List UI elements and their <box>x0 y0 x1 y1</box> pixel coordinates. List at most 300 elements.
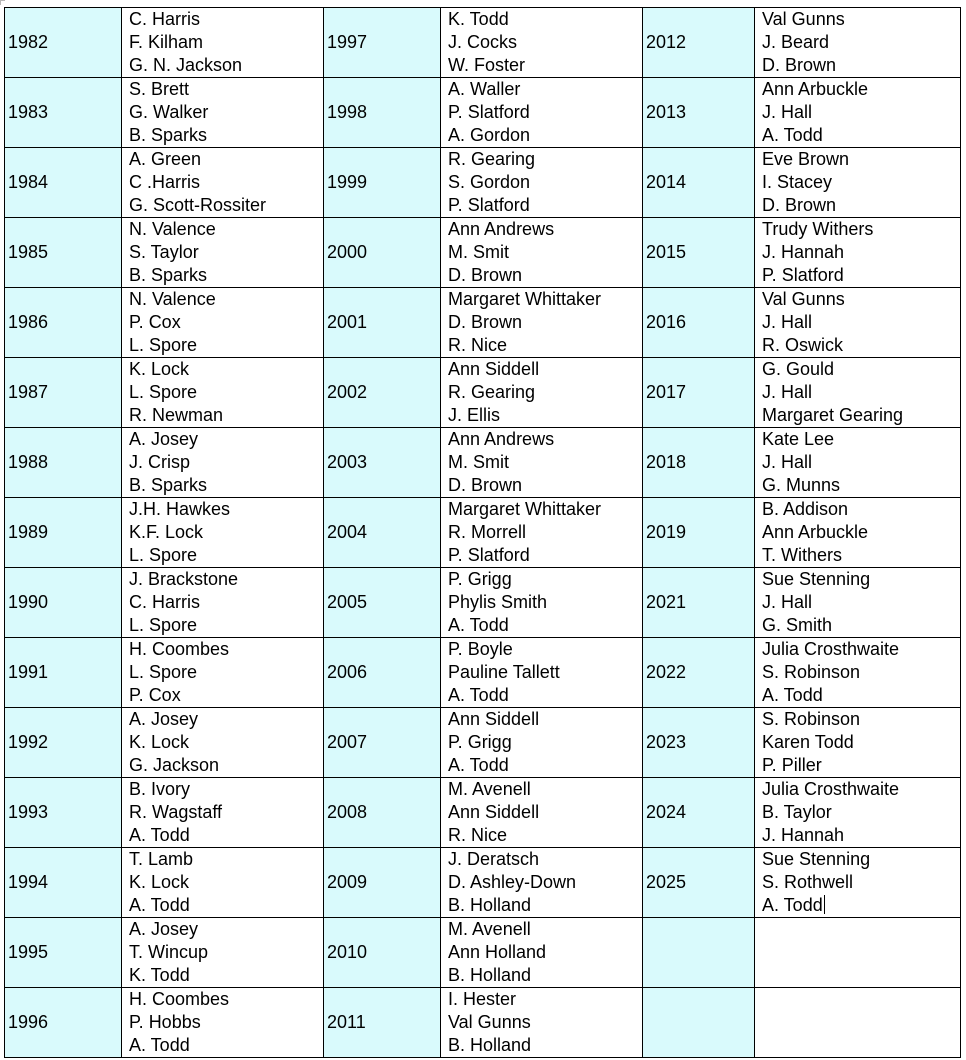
name-line <box>129 778 323 801</box>
name-text: J. Hall <box>762 382 813 402</box>
name-text: R. Morrell <box>448 522 527 542</box>
name-line <box>448 101 642 124</box>
name-line <box>762 264 960 287</box>
name-text: Val Gunns <box>448 1012 531 1032</box>
name-line <box>448 684 642 707</box>
names-cell[interactable] <box>441 428 643 498</box>
name-text: B. Holland <box>448 1035 532 1055</box>
name-text: Val Gunns <box>762 289 845 309</box>
name-line <box>129 708 323 731</box>
name-text: B. Ivory <box>129 779 191 799</box>
name-line <box>448 474 642 497</box>
name-line <box>448 31 642 54</box>
name-text: G. Munns <box>762 475 841 495</box>
name-text: P. Slatford <box>448 545 530 565</box>
names-cell[interactable] <box>122 778 324 848</box>
year-cell[interactable]: 2016 <box>643 288 755 358</box>
names-cell[interactable] <box>755 288 961 358</box>
name-text: T. Wincup <box>129 942 209 962</box>
table-row <box>5 288 961 358</box>
name-line <box>762 8 960 31</box>
name-line <box>448 731 642 754</box>
name-text: P. Hobbs <box>129 1012 201 1032</box>
name-text: J. Brackstone <box>129 569 239 589</box>
name-text: A. Todd <box>448 755 509 775</box>
year-cell[interactable]: 1983 <box>5 78 122 148</box>
name-text: C .Harris <box>129 172 200 192</box>
name-text: A. Todd <box>448 615 509 635</box>
name-line <box>762 334 960 357</box>
year-cell[interactable]: 2006 <box>324 638 441 708</box>
name-text: A. Todd <box>448 685 509 705</box>
name-line <box>129 334 323 357</box>
name-text: A. Gordon <box>448 125 531 145</box>
name-line <box>448 894 642 917</box>
name-line <box>129 218 323 241</box>
name-text: Ann Siddell <box>448 802 540 822</box>
names-cell[interactable] <box>122 988 324 1058</box>
table-row <box>5 218 961 288</box>
names-cell[interactable] <box>755 428 961 498</box>
year-cell[interactable]: 2007 <box>324 708 441 778</box>
name-line <box>762 801 960 824</box>
name-line <box>129 474 323 497</box>
year-cell[interactable]: 1986 <box>5 288 122 358</box>
name-line <box>129 591 323 614</box>
name-text: I. Stacey <box>762 172 833 192</box>
name-line <box>129 638 323 661</box>
names-cell[interactable] <box>755 78 961 148</box>
names-cell[interactable] <box>755 848 961 918</box>
name-text: R. Newman <box>129 405 224 425</box>
name-line <box>762 54 960 77</box>
name-line <box>448 918 642 941</box>
name-text: Ann Siddell <box>448 359 540 379</box>
name-text: Pauline Tallett <box>448 662 560 682</box>
name-line <box>762 241 960 264</box>
year-cell[interactable]: 1999 <box>324 148 441 218</box>
name-line <box>762 498 960 521</box>
table-row <box>5 988 961 1058</box>
name-line <box>762 544 960 567</box>
name-text: B. Holland <box>448 895 532 915</box>
name-line <box>448 124 642 147</box>
name-text: D. Brown <box>448 265 523 285</box>
name-line <box>129 428 323 451</box>
year-cell[interactable]: 1987 <box>5 358 122 428</box>
name-line <box>762 404 960 427</box>
name-line <box>448 661 642 684</box>
name-line <box>448 451 642 474</box>
name-text: Val Gunns <box>762 9 845 29</box>
name-text: F. Kilham <box>129 32 204 52</box>
name-line <box>762 311 960 334</box>
name-line <box>129 54 323 77</box>
name-text: S. Brett <box>129 79 190 99</box>
name-line <box>762 661 960 684</box>
names-cell[interactable] <box>122 288 324 358</box>
names-cell[interactable] <box>122 148 324 218</box>
names-cell[interactable] <box>755 148 961 218</box>
name-text: T. Withers <box>762 545 843 565</box>
name-text: J. Hannah <box>762 242 845 262</box>
names-cell[interactable] <box>441 988 643 1058</box>
name-line <box>448 941 642 964</box>
name-text: K. Todd <box>129 965 190 985</box>
name-line <box>762 591 960 614</box>
table-row <box>5 428 961 498</box>
name-text: D. Brown <box>762 55 837 75</box>
name-text: R. Wagstaff <box>129 802 223 822</box>
name-text: D. Brown <box>448 312 523 332</box>
name-text: R. Nice <box>448 825 508 845</box>
name-text: Margaret Whittaker <box>448 499 602 519</box>
year-cell[interactable]: 2014 <box>643 148 755 218</box>
name-text: R. Gearing <box>448 382 536 402</box>
names-cell[interactable] <box>122 708 324 778</box>
name-text: C. Harris <box>129 9 200 29</box>
year-cell[interactable]: 1990 <box>5 568 122 638</box>
name-text: L. Spore <box>129 615 198 635</box>
name-text: H. Coombes <box>129 639 230 659</box>
names-cell[interactable] <box>441 918 643 988</box>
name-text: D. Brown <box>762 195 837 215</box>
table-row <box>5 8 961 78</box>
name-text: L. Spore <box>129 545 198 565</box>
name-line <box>129 358 323 381</box>
name-line <box>129 824 323 847</box>
names-cell[interactable] <box>122 918 324 988</box>
year-cell[interactable]: 2008 <box>324 778 441 848</box>
name-line <box>129 661 323 684</box>
name-line <box>762 708 960 731</box>
name-line <box>129 194 323 217</box>
names-cell[interactable] <box>122 848 324 918</box>
name-text: H. Coombes <box>129 989 230 1009</box>
table-row <box>5 918 961 988</box>
name-line <box>129 801 323 824</box>
names-cell[interactable] <box>122 218 324 288</box>
name-text: K. Todd <box>448 9 509 29</box>
table-row <box>5 78 961 148</box>
name-line <box>129 404 323 427</box>
name-text: Sue Stenning <box>762 849 871 869</box>
name-line <box>762 31 960 54</box>
year-cell[interactable]: 2017 <box>643 358 755 428</box>
name-line <box>129 918 323 941</box>
year-cell[interactable]: 2021 <box>643 568 755 638</box>
year-cell[interactable]: 1995 <box>5 918 122 988</box>
table-row <box>5 638 961 708</box>
names-cell[interactable] <box>441 8 643 78</box>
year-cell[interactable]: 2013 <box>643 78 755 148</box>
names-cell[interactable] <box>441 568 643 638</box>
name-text: G. Scott-Rossiter <box>129 195 267 215</box>
year-cell[interactable] <box>643 988 755 1058</box>
year-cell[interactable] <box>643 918 755 988</box>
year-cell[interactable]: 1998 <box>324 78 441 148</box>
name-text: J. Ellis <box>448 405 501 425</box>
name-text: A. Todd <box>129 825 190 845</box>
name-text: P. Grigg <box>448 569 512 589</box>
name-text: A. Josey <box>129 919 199 939</box>
name-text: A. Green <box>129 149 202 169</box>
names-cell[interactable] <box>755 638 961 708</box>
name-text: M. Smit <box>448 242 509 262</box>
names-cell[interactable] <box>122 358 324 428</box>
name-text: T. Lamb <box>129 849 194 869</box>
name-line <box>129 241 323 264</box>
name-line <box>762 451 960 474</box>
name-text: S. Robinson <box>762 662 861 682</box>
year-cell[interactable]: 2005 <box>324 568 441 638</box>
name-line <box>448 708 642 731</box>
names-cell[interactable] <box>755 988 961 1058</box>
name-line <box>762 778 960 801</box>
names-cell[interactable] <box>441 778 643 848</box>
year-cell[interactable]: 2012 <box>643 8 755 78</box>
names-cell[interactable] <box>122 428 324 498</box>
name-line <box>129 171 323 194</box>
name-line <box>762 101 960 124</box>
name-text: L. Spore <box>129 335 198 355</box>
name-line <box>448 1011 642 1034</box>
name-line <box>129 311 323 334</box>
page-corner-mark <box>0 0 5 5</box>
name-text: P. Cox <box>129 685 181 705</box>
name-text: A. Todd <box>762 125 823 145</box>
name-text: B. Addison <box>762 499 849 519</box>
name-line <box>129 78 323 101</box>
name-text: N. Valence <box>129 219 216 239</box>
name-text: R. Nice <box>448 335 508 355</box>
name-text: J.H. Hawkes <box>129 499 231 519</box>
names-cell[interactable] <box>755 918 961 988</box>
winners-table <box>4 7 961 1058</box>
name-line <box>448 778 642 801</box>
names-cell[interactable] <box>122 638 324 708</box>
name-line <box>762 568 960 591</box>
year-cell[interactable]: 2010 <box>324 918 441 988</box>
name-line <box>129 381 323 404</box>
name-text: Julia Crosthwaite <box>762 779 900 799</box>
name-line <box>448 381 642 404</box>
year-cell[interactable]: 1989 <box>5 498 122 568</box>
name-text: B. Sparks <box>129 265 208 285</box>
names-cell[interactable] <box>441 288 643 358</box>
year-cell[interactable]: 2022 <box>643 638 755 708</box>
year-cell[interactable]: 2025 <box>643 848 755 918</box>
name-line <box>448 754 642 777</box>
name-text: D. Brown <box>448 475 523 495</box>
names-cell[interactable] <box>122 498 324 568</box>
year-cell[interactable]: 1997 <box>324 8 441 78</box>
name-text: Ann Siddell <box>448 709 540 729</box>
name-line <box>129 498 323 521</box>
names-cell[interactable] <box>441 148 643 218</box>
name-text: A. Todd <box>129 1035 190 1055</box>
name-line <box>129 754 323 777</box>
name-text: Trudy Withers <box>762 219 874 239</box>
name-line <box>448 311 642 334</box>
name-text: D. Ashley-Down <box>448 872 577 892</box>
year-cell[interactable]: 2000 <box>324 218 441 288</box>
name-line <box>448 824 642 847</box>
year-cell[interactable]: 1992 <box>5 708 122 778</box>
name-line <box>762 194 960 217</box>
names-cell[interactable] <box>122 568 324 638</box>
name-line <box>762 848 960 871</box>
names-cell[interactable] <box>441 498 643 568</box>
name-line <box>448 848 642 871</box>
year-cell[interactable]: 2019 <box>643 498 755 568</box>
name-line <box>762 288 960 311</box>
name-text: M. Smit <box>448 452 509 472</box>
name-line <box>762 171 960 194</box>
year-cell[interactable]: 2015 <box>643 218 755 288</box>
name-text: Ann Arbuckle <box>762 79 869 99</box>
name-line <box>762 638 960 661</box>
name-text: P. Piller <box>762 755 822 775</box>
name-text: Margaret Whittaker <box>448 289 602 309</box>
name-line <box>762 218 960 241</box>
name-text: S. Rothwell <box>762 872 854 892</box>
name-text: Margaret Gearing <box>762 405 904 425</box>
year-cell[interactable]: 1993 <box>5 778 122 848</box>
names-cell[interactable] <box>441 78 643 148</box>
name-line <box>129 941 323 964</box>
year-cell[interactable]: 1988 <box>5 428 122 498</box>
year-cell[interactable]: 1991 <box>5 638 122 708</box>
name-text: Karen Todd <box>762 732 854 752</box>
names-cell[interactable] <box>755 778 961 848</box>
name-line <box>762 358 960 381</box>
name-text: J. Hall <box>762 592 813 612</box>
name-text: G. N. Jackson <box>129 55 243 75</box>
table-row <box>5 848 961 918</box>
name-text: S. Robinson <box>762 709 861 729</box>
names-cell[interactable] <box>755 8 961 78</box>
name-text: Eve Brown <box>762 149 850 169</box>
name-line <box>129 124 323 147</box>
name-line <box>762 824 960 847</box>
name-line <box>129 871 323 894</box>
names-cell[interactable] <box>441 848 643 918</box>
name-line <box>129 1011 323 1034</box>
year-cell[interactable]: 2001 <box>324 288 441 358</box>
names-cell[interactable] <box>755 568 961 638</box>
names-cell[interactable] <box>441 358 643 428</box>
name-line <box>448 288 642 311</box>
name-line <box>129 544 323 567</box>
name-text: L. Spore <box>129 662 198 682</box>
name-line <box>448 801 642 824</box>
name-line <box>129 964 323 987</box>
name-text: Ann Arbuckle <box>762 522 869 542</box>
name-text: S. Gordon <box>448 172 531 192</box>
name-line <box>448 638 642 661</box>
year-cell[interactable]: 1985 <box>5 218 122 288</box>
name-line <box>448 358 642 381</box>
name-text: J. Beard <box>762 32 830 52</box>
name-text: J. Hall <box>762 452 813 472</box>
name-line <box>448 568 642 591</box>
name-text: J. Hall <box>762 102 813 122</box>
name-line <box>129 521 323 544</box>
year-cell[interactable]: 2024 <box>643 778 755 848</box>
name-text: B. Sparks <box>129 125 208 145</box>
name-text: Julia Crosthwaite <box>762 639 900 659</box>
name-line <box>129 614 323 637</box>
names-cell[interactable] <box>122 78 324 148</box>
name-text: P. Slatford <box>762 265 844 285</box>
names-cell[interactable] <box>441 218 643 288</box>
year-cell[interactable]: 2023 <box>643 708 755 778</box>
name-text: N. Valence <box>129 289 216 309</box>
name-text: J. Crisp <box>129 452 191 472</box>
name-line <box>448 544 642 567</box>
name-line <box>762 614 960 637</box>
year-cell[interactable]: 2011 <box>324 988 441 1058</box>
name-line <box>129 894 323 917</box>
table-row <box>5 148 961 218</box>
year-cell[interactable]: 2018 <box>643 428 755 498</box>
name-text: R. Gearing <box>448 149 536 169</box>
names-cell[interactable] <box>755 358 961 428</box>
year-cell[interactable]: 2009 <box>324 848 441 918</box>
name-text: L. Spore <box>129 382 198 402</box>
names-cell[interactable] <box>755 708 961 778</box>
names-cell[interactable] <box>122 8 324 78</box>
year-cell[interactable]: 1996 <box>5 988 122 1058</box>
names-cell[interactable] <box>441 708 643 778</box>
name-text: K.F. Lock <box>129 522 204 542</box>
names-cell[interactable] <box>755 218 961 288</box>
name-text: J. Hall <box>762 312 813 332</box>
name-line <box>448 428 642 451</box>
name-line <box>448 78 642 101</box>
year-cell[interactable]: 1994 <box>5 848 122 918</box>
names-cell[interactable] <box>755 498 961 568</box>
name-text: A. Josey <box>129 429 199 449</box>
name-line <box>448 241 642 264</box>
year-cell[interactable]: 2003 <box>324 428 441 498</box>
name-text: P. Grigg <box>448 732 512 752</box>
year-cell[interactable]: 2002 <box>324 358 441 428</box>
name-text: Phylis Smith <box>448 592 548 612</box>
name-text: W. Foster <box>448 55 526 75</box>
winners-table-body <box>5 8 961 1058</box>
name-text: I. Hester <box>448 989 517 1009</box>
name-line <box>448 404 642 427</box>
name-text: G. Gould <box>762 359 835 379</box>
name-line <box>448 8 642 31</box>
names-cell[interactable] <box>441 638 643 708</box>
name-text: A. Todd <box>762 895 823 915</box>
name-line <box>129 568 323 591</box>
name-text: P. Slatford <box>448 195 530 215</box>
year-cell[interactable]: 2004 <box>324 498 441 568</box>
name-text: M. Avenell <box>448 779 531 799</box>
name-line <box>129 101 323 124</box>
year-cell[interactable]: 1984 <box>5 148 122 218</box>
text-cursor <box>824 895 825 914</box>
name-line <box>762 521 960 544</box>
name-text: P. Slatford <box>448 102 530 122</box>
name-text: G. Walker <box>129 102 209 122</box>
year-cell[interactable]: 1982 <box>5 8 122 78</box>
name-line <box>448 871 642 894</box>
